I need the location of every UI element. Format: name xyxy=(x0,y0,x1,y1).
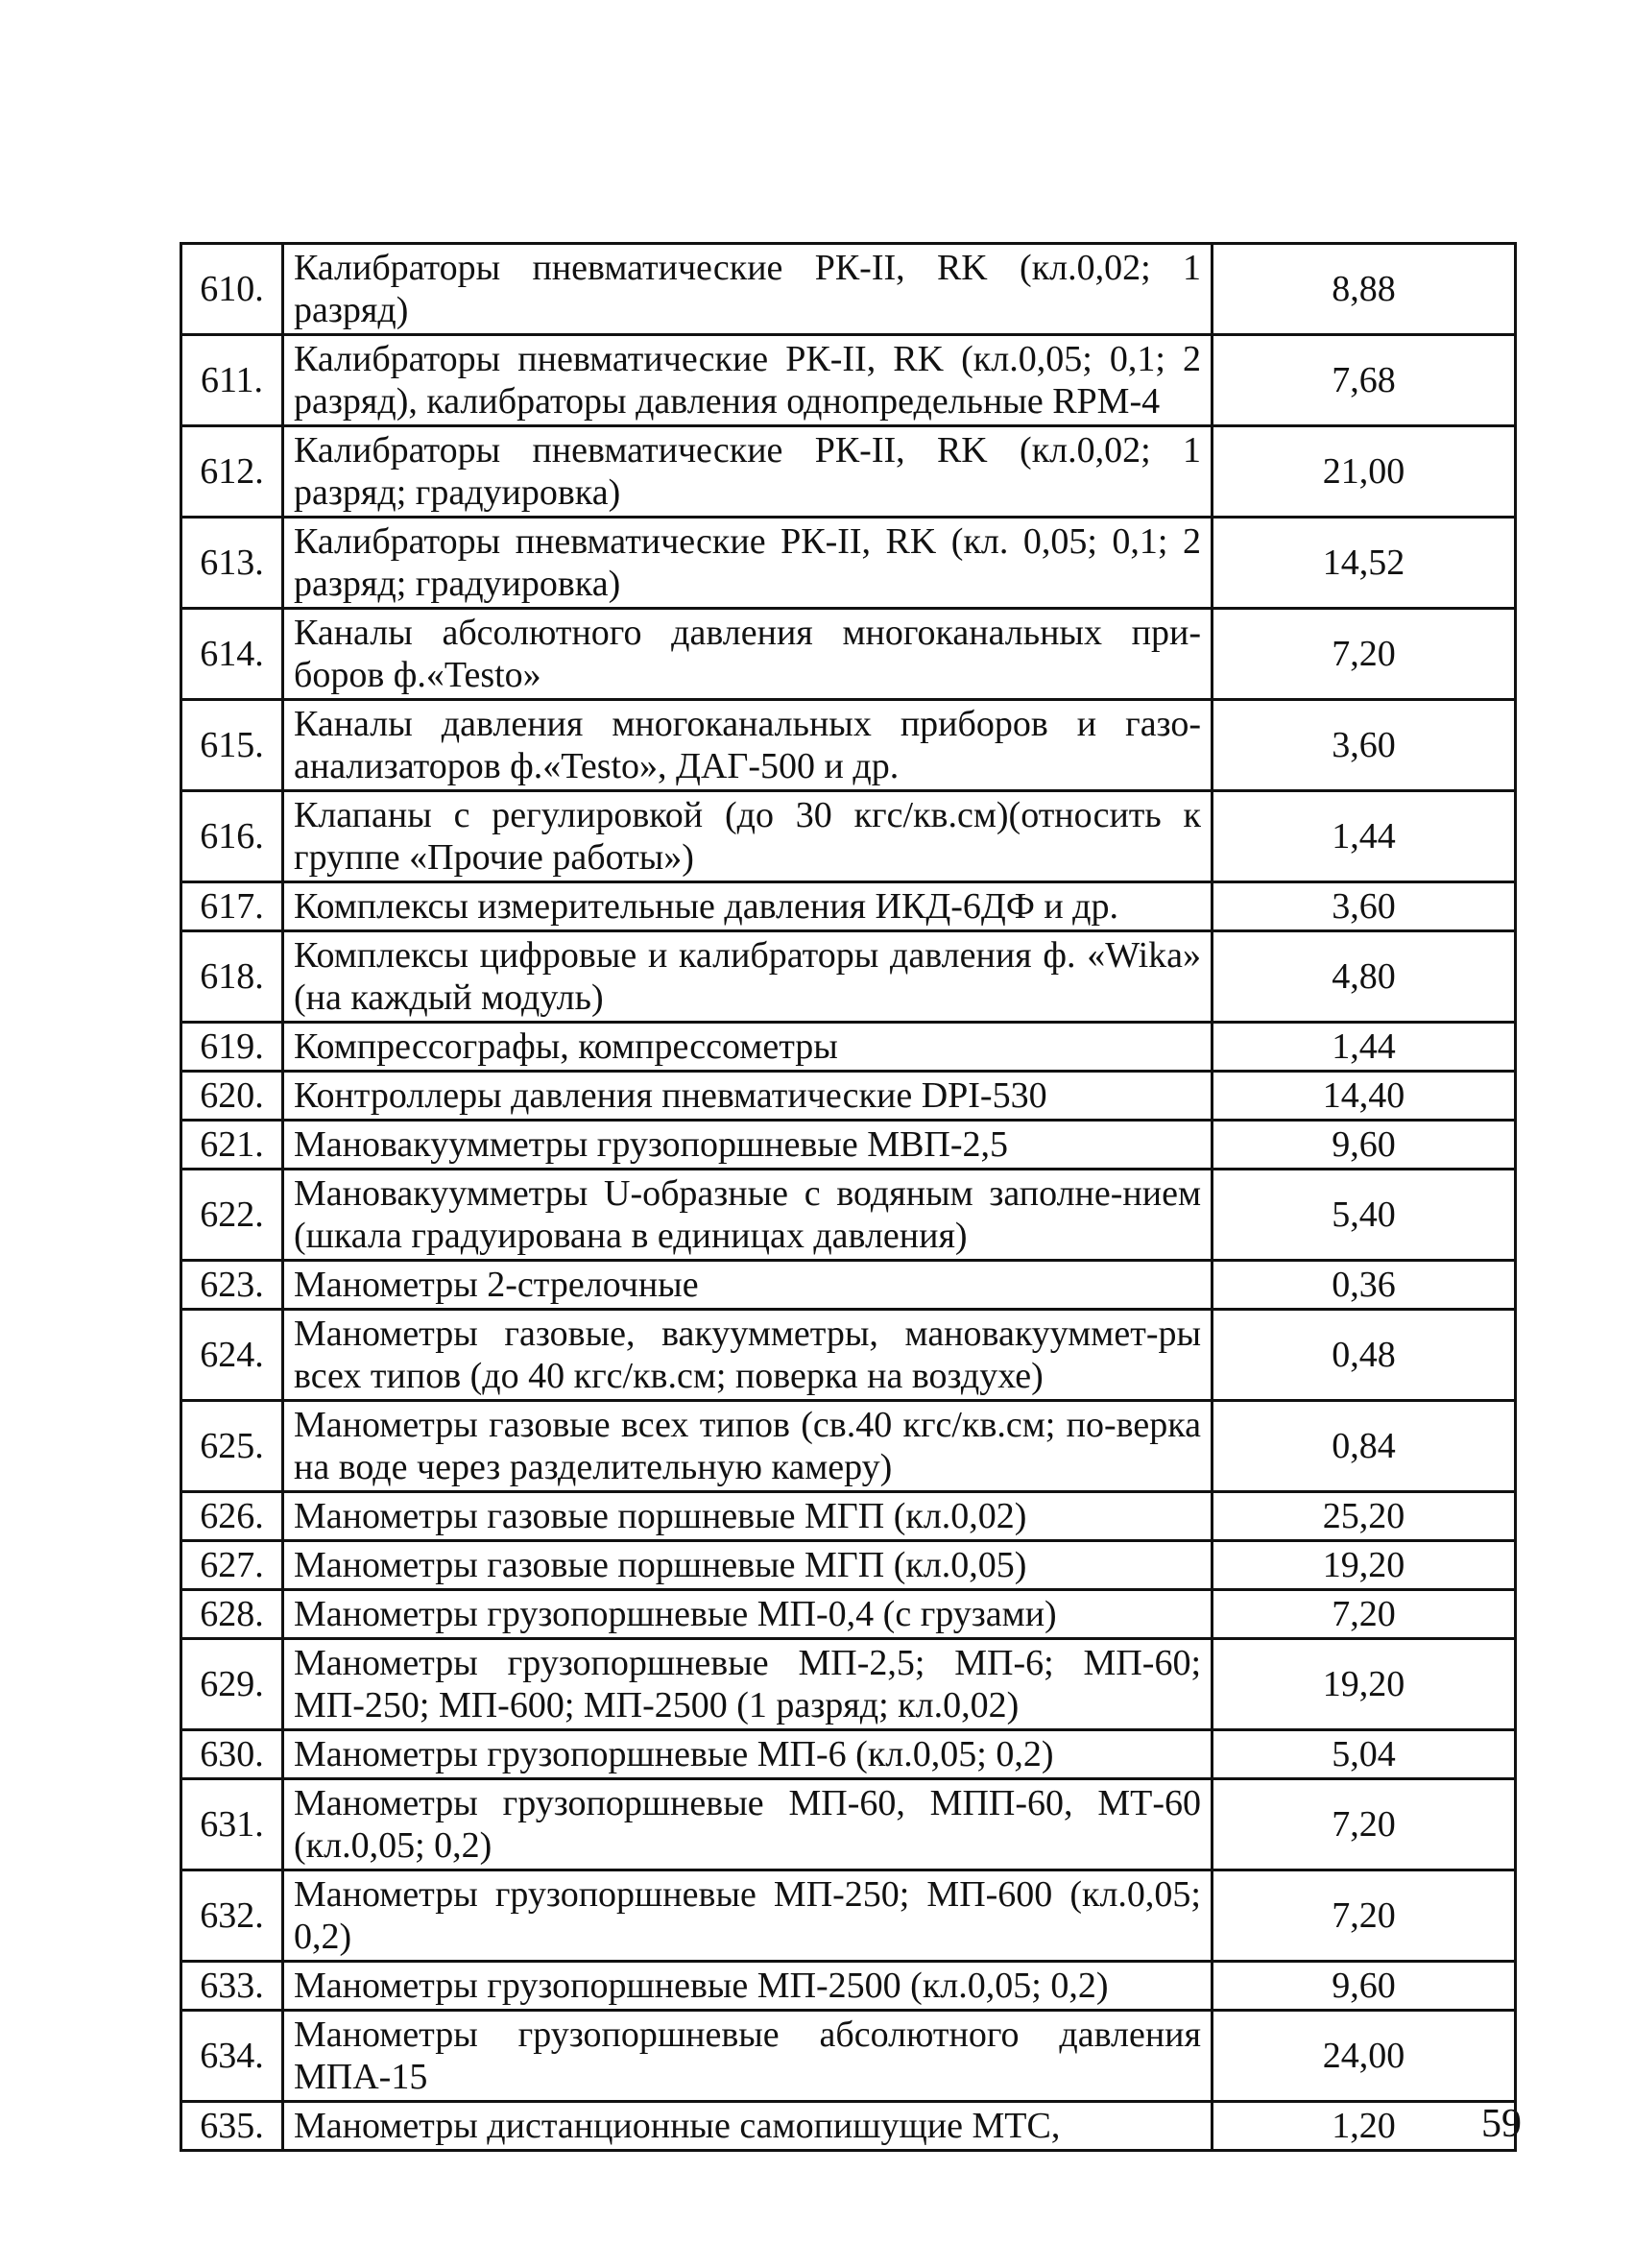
row-number: 629. xyxy=(181,1639,283,1730)
norm-value: 0,84 xyxy=(1213,1401,1516,1492)
row-number: 612. xyxy=(181,426,283,518)
row-number: 622. xyxy=(181,1170,283,1261)
table-row xyxy=(181,1170,1516,1261)
table-row xyxy=(181,1072,1516,1121)
instrument-name: Манометры грузопоршневые МП-2,5; МП-6; МП-60; МП-250; МП-600; МП-2500 (1 разряд; кл.0,02) xyxy=(283,1639,1213,1730)
row-number: 632. xyxy=(181,1870,283,1962)
norm-value: 5,40 xyxy=(1213,1170,1516,1261)
norm-value: 24,00 xyxy=(1213,2011,1516,2102)
row-number: 630. xyxy=(181,1730,283,1779)
table-row xyxy=(181,1261,1516,1310)
instrument-name: Мановакуумметры U-образные с водяным заполне-нием (шкала градуирована в единицах давления) xyxy=(283,1170,1213,1261)
table-row xyxy=(181,931,1516,1023)
row-number: 610. xyxy=(181,244,283,335)
norm-value: 7,20 xyxy=(1213,609,1516,700)
norm-value: 3,60 xyxy=(1213,700,1516,791)
norm-value: 7,20 xyxy=(1213,1779,1516,1870)
instrument-name: Комплексы измерительные давления ИКД-6ДФ и др. xyxy=(283,882,1213,931)
table-row xyxy=(181,2102,1516,2151)
norm-value: 25,20 xyxy=(1213,1492,1516,1541)
norm-value: 14,52 xyxy=(1213,518,1516,609)
table-row xyxy=(181,1779,1516,1870)
norm-value: 4,80 xyxy=(1213,931,1516,1023)
norm-value: 1,20 xyxy=(1213,2102,1516,2151)
table-row xyxy=(181,1590,1516,1639)
row-number: 625. xyxy=(181,1401,283,1492)
row-number: 619. xyxy=(181,1023,283,1072)
row-number: 621. xyxy=(181,1121,283,1170)
norm-value: 7,20 xyxy=(1213,1590,1516,1639)
instrument-name: Мановакуумметры грузопоршневые МВП-2,5 xyxy=(283,1121,1213,1170)
instrument-name: Манометры газовые, вакуумметры, мановакууммет-ры всех типов (до 40 кгс/кв.см; поверка на воздухе) xyxy=(283,1310,1213,1401)
instrument-name: Манометры грузопоршневые МП-2500 (кл.0,05; 0,2) xyxy=(283,1962,1213,2011)
instrument-name: Калибраторы пневматические РК-II, RK (кл.0,05; 0,1; 2 разряд), калибраторы давления однопредельные RPM-4 xyxy=(283,335,1213,426)
table-row xyxy=(181,1121,1516,1170)
instrument-name: Манометры дистанционные самопишущие МТС, xyxy=(283,2102,1213,2151)
row-number: 614. xyxy=(181,609,283,700)
table-row xyxy=(181,700,1516,791)
row-number: 613. xyxy=(181,518,283,609)
norm-value: 0,36 xyxy=(1213,1261,1516,1310)
instrument-name: Калибраторы пневматические РК-II, RK (кл. 0,05; 0,1; 2 разряд; градуировка) xyxy=(283,518,1213,609)
instrument-name: Манометры газовые всех типов (св.40 кгс/кв.см; по-верка на воде через разделительную камеру) xyxy=(283,1401,1213,1492)
row-number: 617. xyxy=(181,882,283,931)
instrument-name: Манометры грузопоршневые МП-250; МП-600 (кл.0,05; 0,2) xyxy=(283,1870,1213,1962)
norm-value: 7,68 xyxy=(1213,335,1516,426)
row-number: 628. xyxy=(181,1590,283,1639)
table-row xyxy=(181,1870,1516,1962)
instrument-name: Манометры газовые поршневые МГП (кл.0,05) xyxy=(283,1541,1213,1590)
norm-value: 14,40 xyxy=(1213,1072,1516,1121)
norm-value: 21,00 xyxy=(1213,426,1516,518)
table-body xyxy=(181,244,1516,2151)
table-row xyxy=(181,1401,1516,1492)
instrument-name: Манометры грузопоршневые МП-60, МПП-60, МТ-60 (кл.0,05; 0,2) xyxy=(283,1779,1213,1870)
table-row xyxy=(181,1023,1516,1072)
row-number: 633. xyxy=(181,1962,283,2011)
row-number: 626. xyxy=(181,1492,283,1541)
table-row xyxy=(181,1639,1516,1730)
instrument-name: Манометры газовые поршневые МГП (кл.0,02) xyxy=(283,1492,1213,1541)
table-row xyxy=(181,1730,1516,1779)
instrument-name: Клапаны с регулировкой (до 30 кгс/кв.см)(относить к группе «Прочие работы») xyxy=(283,791,1213,882)
row-number: 615. xyxy=(181,700,283,791)
page-number: 59 xyxy=(1481,2102,1522,2146)
price-table xyxy=(180,242,1517,2152)
norm-value: 8,88 xyxy=(1213,244,1516,335)
table-row xyxy=(181,791,1516,882)
row-number: 624. xyxy=(181,1310,283,1401)
row-number: 631. xyxy=(181,1779,283,1870)
norm-value: 0,48 xyxy=(1213,1310,1516,1401)
norm-value: 1,44 xyxy=(1213,791,1516,882)
row-number: 623. xyxy=(181,1261,283,1310)
instrument-name: Компрессографы, компрессометры xyxy=(283,1023,1213,1072)
norm-value: 1,44 xyxy=(1213,1023,1516,1072)
instrument-name: Каналы абсолютного давления многоканальных при-боров ф.«Testo» xyxy=(283,609,1213,700)
table-row xyxy=(181,609,1516,700)
row-number: 635. xyxy=(181,2102,283,2151)
instrument-name: Калибраторы пневматические РК-II, RK (кл.0,02; 1 разряд) xyxy=(283,244,1213,335)
row-number: 611. xyxy=(181,335,283,426)
instrument-name: Манометры грузопоршневые абсолютного давления МПА-15 xyxy=(283,2011,1213,2102)
table-row xyxy=(181,882,1516,931)
instrument-name: Манометры грузопоршневые МП-6 (кл.0,05; 0,2) xyxy=(283,1730,1213,1779)
instrument-name: Контроллеры давления пневматические DPI-530 xyxy=(283,1072,1213,1121)
table-row xyxy=(181,2011,1516,2102)
row-number: 620. xyxy=(181,1072,283,1121)
row-number: 634. xyxy=(181,2011,283,2102)
norm-value: 9,60 xyxy=(1213,1121,1516,1170)
table-row xyxy=(181,335,1516,426)
table-row xyxy=(181,518,1516,609)
row-number: 618. xyxy=(181,931,283,1023)
norm-value: 3,60 xyxy=(1213,882,1516,931)
norm-value: 19,20 xyxy=(1213,1541,1516,1590)
norm-value: 9,60 xyxy=(1213,1962,1516,2011)
row-number: 616. xyxy=(181,791,283,882)
table-row xyxy=(181,426,1516,518)
norm-value: 19,20 xyxy=(1213,1639,1516,1730)
instrument-name: Манометры грузопоршневые МП-0,4 (с грузами) xyxy=(283,1590,1213,1639)
norm-value: 5,04 xyxy=(1213,1730,1516,1779)
table-row xyxy=(181,1541,1516,1590)
row-number: 627. xyxy=(181,1541,283,1590)
instrument-name: Каналы давления многоканальных приборов и газо-анализаторов ф.«Testo», ДАГ-500 и др. xyxy=(283,700,1213,791)
table-row xyxy=(181,244,1516,335)
table-row xyxy=(181,1962,1516,2011)
table-row xyxy=(181,1492,1516,1541)
table-row xyxy=(181,1310,1516,1401)
norm-value: 7,20 xyxy=(1213,1870,1516,1962)
instrument-name: Манометры 2-стрелочные xyxy=(283,1261,1213,1310)
instrument-name: Комплексы цифровые и калибраторы давления ф. «Wika» (на каждый модуль) xyxy=(283,931,1213,1023)
instrument-name: Калибраторы пневматические РК-II, RK (кл.0,02; 1 разряд; градуировка) xyxy=(283,426,1213,518)
